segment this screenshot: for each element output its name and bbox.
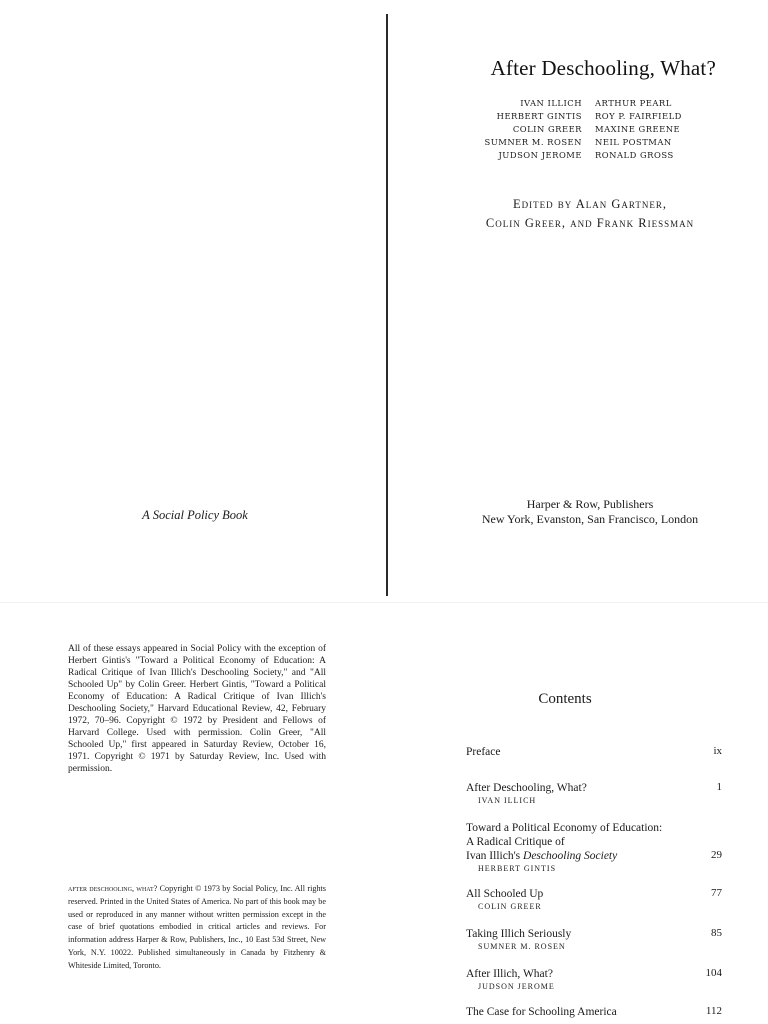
toc-title: All Schooled Up — [466, 888, 544, 900]
author-column-right — [595, 97, 715, 162]
toc-author: HERBERT GINTIS — [478, 864, 557, 873]
toc-title: The Case for Schooling America — [466, 1006, 617, 1018]
publisher-name: Harper & Row, Publishers — [526, 497, 654, 511]
toc-title-line: A Radical Critique of — [466, 836, 565, 848]
toc-page-number: 85 — [711, 927, 722, 939]
author-name: MAXINE GREENE — [595, 124, 681, 134]
toc-entry — [466, 927, 722, 951]
toc-entry — [466, 967, 722, 991]
author-name: COLIN GREER — [512, 124, 582, 134]
page-separator — [0, 602, 768, 603]
publisher-cities: New York, Evanston, San Francisco, London — [481, 512, 699, 526]
toc-author: JUDSON JEROME — [478, 982, 555, 991]
toc-title-line — [466, 849, 676, 863]
author-name: RONALD GROSS — [595, 150, 674, 160]
author-name: JUDSON JEROME — [498, 150, 582, 160]
author-name: ROY P. FAIRFIELD — [595, 111, 682, 121]
toc-author: IVAN ILLICH — [478, 796, 537, 805]
toc-author: COLIN GREER — [478, 902, 542, 911]
author-name: IVAN ILLICH — [520, 98, 582, 108]
copyright-body: Copyright © 1973 by Social Policy, Inc. All rights reserved. Printed in the United States of America. No part of this book may be used or reproduced in any manner without written permission except in the case of brief quotations embodied in critical articles and reviews. For information address Harper & Row, Publishers, Inc., 10 East 53d Street, New York, N.Y. 10022. Published simultaneously in Canada by Fitzhenry & Whiteside Limited, Toronto. — [68, 884, 326, 970]
toc-title-line: Toward a Political Economy of Education: — [466, 822, 663, 834]
gutter-rule — [386, 14, 388, 596]
author-name: NEIL POSTMAN — [595, 137, 672, 147]
toc-page-number: 29 — [711, 849, 722, 861]
toc-title: After Deschooling, What? — [466, 782, 587, 794]
book-title: After Deschooling, What? — [490, 56, 716, 80]
copyright-heading: after deschooling, what? — [68, 884, 158, 893]
toc-entry — [466, 745, 722, 759]
toc-page-number: 104 — [705, 967, 722, 979]
editors-line: Colin Greer, and Frank Riessman — [485, 216, 695, 230]
toc-title-italic: Deschooling Society — [523, 850, 618, 862]
series-label: A Social Policy Book — [142, 508, 248, 522]
toc-title: After Illich, What? — [466, 968, 553, 980]
toc-entry — [466, 821, 722, 873]
toc-page-number: ix — [713, 745, 722, 757]
toc-title-text: Ivan Illich's — [466, 850, 524, 862]
author-name: SUMNER M. ROSEN — [484, 137, 582, 147]
toc-entry — [466, 781, 722, 805]
toc-entry — [466, 1005, 722, 1020]
toc-page-number: 77 — [711, 887, 722, 899]
essay-credits: All of these essays appeared in Social Policy with the exception of Herbert Gintis's "Toward a Political Economy of Education: A Radical Critique of Ivan Illich's Deschooling Society," and "All Schooled Up" by Colin Greer. Herbert Gintis, "Toward a Political Economy of Education: A Radical Critique of Ivan Illich's Deschooling Society," Harvard Educational Review, 42, February 1972, 70–96. Copyright © 1972 by President and Fellows of Harvard College. Used with permission. Colin Greer, "All Schooled Up," first appeared in Saturday Review, October 16, 1971. Copyright © 1971 by Saturday Review, Inc. Used with permission. — [68, 644, 326, 774]
toc-title: Preface — [466, 746, 501, 758]
author-name: HERBERT GINTIS — [496, 111, 582, 121]
publisher-imprint — [420, 497, 760, 527]
toc-entry — [466, 887, 722, 911]
editors-credit — [450, 195, 730, 233]
toc-page-number: 1 — [716, 781, 722, 793]
toc-author: SUMNER M. ROSEN — [478, 942, 566, 951]
author-name: ARTHUR PEARL — [595, 98, 672, 108]
author-column-left — [470, 97, 582, 162]
editors-line: Edited by Alan Gartner, — [513, 197, 667, 211]
contents-heading: Contents — [538, 691, 592, 707]
copyright-notice — [68, 883, 326, 973]
toc-title: Taking Illich Seriously — [466, 928, 572, 940]
toc-page-number: 112 — [705, 1005, 722, 1017]
